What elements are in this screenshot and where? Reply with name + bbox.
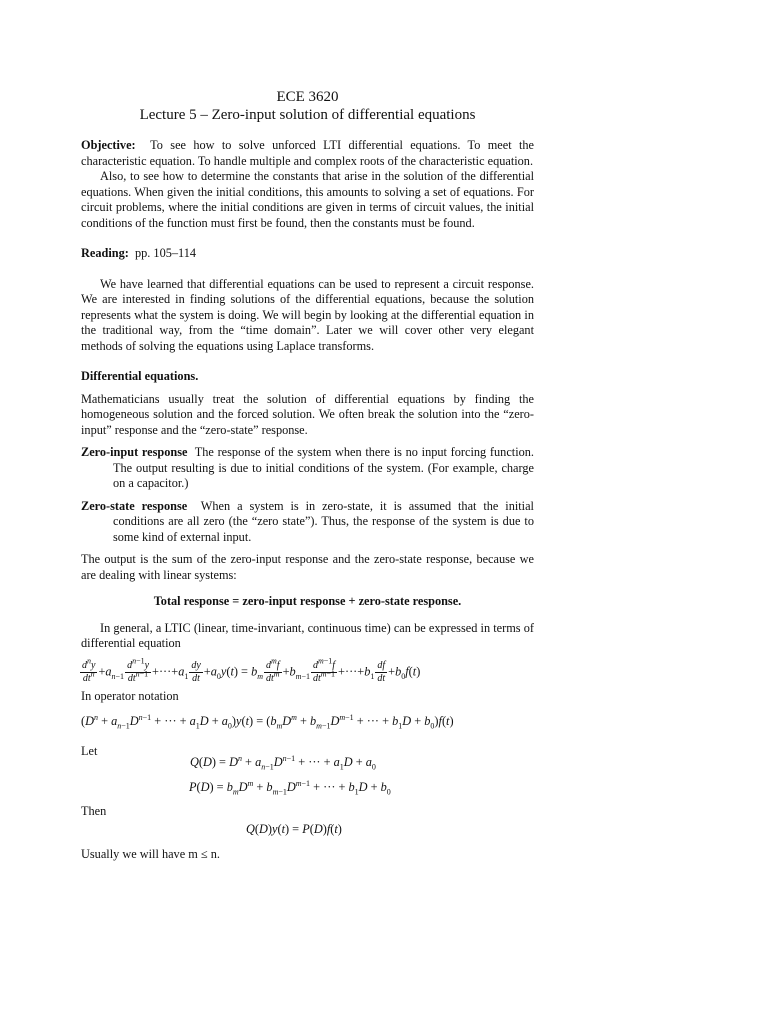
- zero-state-definition: [81, 499, 534, 546]
- objective-label: Objective:: [81, 138, 136, 152]
- final-remark: Usually we will have m ≤ n.: [81, 847, 220, 861]
- zero-state-term: Zero-state response: [81, 498, 188, 513]
- objective-text-2: Also, to see how to determine the constants that arise in the solution of the differential equations. When given the initial conditions, this amounts to solving a set of equations. For circuit problems, where the initial conditions are given in terms of circuit values, the initial conditions of the function must first be found, then the constants must be found.: [81, 169, 534, 230]
- section-heading: Differential equations.: [81, 369, 199, 383]
- zero-state-text: When a system is in zero-state, it is assumed that the initial conditions are all zero (the “zero state”). Thus, the response of the system is due to some kind of external input.: [113, 498, 534, 544]
- lecture-title: Lecture 5 – Zero-input solution of differential equations: [139, 107, 476, 123]
- then-label: Then: [81, 804, 107, 818]
- objective-paragraph: [81, 138, 534, 169]
- reading-paragraph: [81, 246, 534, 262]
- operator-form-equation: Q(D)y(t) = P(D)f(t): [246, 821, 342, 836]
- q-definition: $Q(D) = D^n + a_{n-1}D^{n-1}$ + ··· + $a_1D + a_0$: [190, 753, 376, 772]
- zero-input-term: Zero-input response: [81, 445, 188, 459]
- course-title: ECE 3620: [276, 89, 339, 105]
- total-response-text: Total response = zero-input response + zero-state response.: [153, 594, 462, 608]
- reading-text: pp. 105–114: [134, 246, 197, 260]
- definitions-block: [189, 755, 534, 795]
- document-page: [81, 88, 534, 863]
- operator-equation: ($D^n + a_{n-1}D^{n-1}$ + ··· + $a_1D + a_0)y(t) = (b_mD^m + b_{m-1}D^{m-1}$ + ··· + $b_1D + b_0)f(t)$: [81, 712, 454, 731]
- section-paragraph-1: Mathematicians usually treat the solution of differential equations by finding the homogeneous solution and the forced solution. We often break the solution into the “zero-input” response and the “zero-state” response.: [81, 391, 534, 437]
- p-definition: $P(D) = b_mD^m + b_{m-1}D^{m-1}$ + ··· + $b_1D + b_0$: [189, 778, 391, 796]
- let-label: Let: [81, 743, 98, 758]
- differential-equation: $\frac{d^ny}{dt^n}$ $+a_{n-1}$ $\frac{d^{n-1}y}{dt^{n-1}}$ $+\cdot\cdot\cdot+a_1$ $\frac{dy}{dt}$ $+a_0y(t) = b_m$ $\frac{d^mf}{dt^m}$ $+b_{m-1}$ $\frac{d^{m-1}f}{dt^{m-1}}$ $+\cdot\cdot\cdot+b_1$ $\frac{df}{dt}$ $+b_0f(t)$: [82, 656, 421, 684]
- section-paragraph-2: The output is the sum of the zero-input response and the zero-state response, because we are dealing with linear systems:: [81, 552, 534, 582]
- zero-input-text: The response of the system when there is no input forcing function. The output resulting is due to initial conditions of the system. (For example, charge on a capacitor.): [113, 445, 534, 490]
- zero-input-definition: [81, 445, 534, 492]
- objective-text: To see how to solve unforced LTI differential equations. To meet the characteristic equation. To handle multiple and complex roots of the characteristic equation.: [81, 138, 534, 168]
- total-response-statement: [81, 594, 534, 610]
- operator-notation-label: In operator notation: [81, 688, 179, 703]
- intro-paragraph: We have learned that differential equations can be used to represent a circuit response. We are interested in finding solutions of the differential equations, because the solution represents what the system is doing. We will begin by looking at the differential equation in the traditional way, from the “time domain”. Later we will cover other very elegant methods of solving the equations using Laplace transforms.: [81, 276, 534, 353]
- section-paragraph-3: In general, a LTIC (linear, time-invariant, continuous time) can be expressed in terms of differential equation: [81, 620, 534, 650]
- reading-label: Reading:: [81, 246, 129, 260]
